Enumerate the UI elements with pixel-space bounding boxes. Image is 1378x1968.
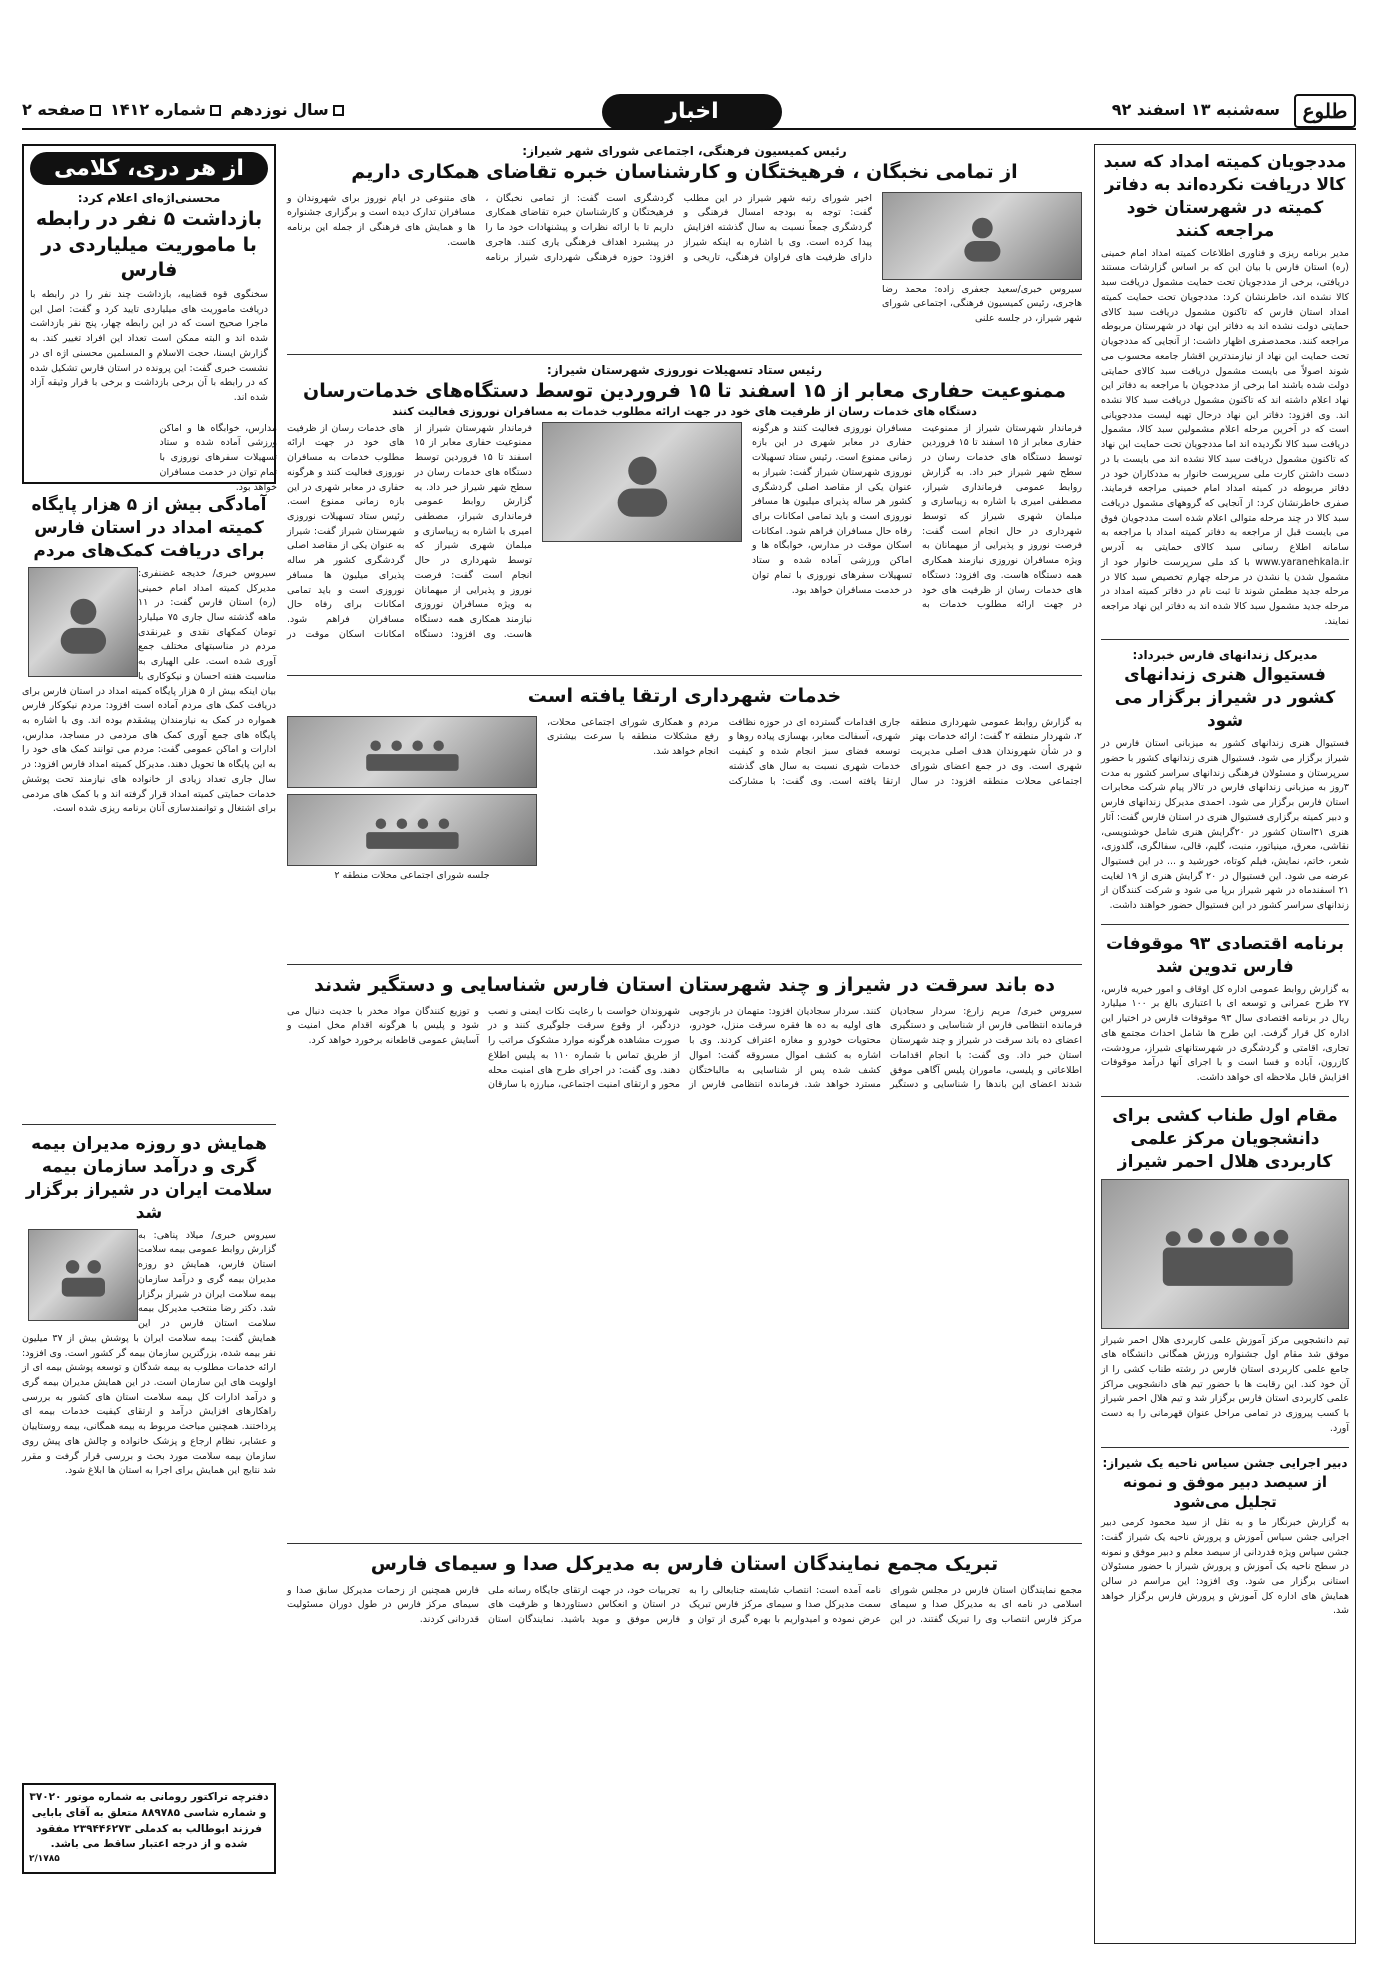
person-icon xyxy=(923,210,1042,262)
masthead xyxy=(22,94,1356,130)
meeting-photo xyxy=(287,716,537,788)
conference-photo xyxy=(28,1229,138,1321)
article-title: همایش دو روزه مدیران بیمه گری و درآمد سازمان بیمه سلامت ایران در شیراز برگزار شد xyxy=(25,1134,273,1223)
issue-label: شماره ۱۴۱۲ xyxy=(110,100,206,119)
divider xyxy=(22,1124,276,1125)
issue-date: سه‌شنبه ۱۳ اسفند ۹۲ xyxy=(1111,100,1280,119)
newspaper-page xyxy=(22,94,1356,1946)
portrait-photo xyxy=(542,422,742,542)
box-misc-news xyxy=(22,144,276,484)
divider xyxy=(1101,639,1349,640)
article-title: از سیصد دبیر موفق و نمونه تجلیل می‌شود xyxy=(1122,1472,1328,1511)
right-column xyxy=(1094,144,1356,1944)
article-body: سیروس خبری/ مریم زارع: سردار سجادیان فرمانده انتظامی فارس از شناسایی و دستگیری اعضای ده باند سرقت در شیراز و چند شهرستان استان خبر داد. وی گفت: با انجام اقدامات اطلاعاتی و پلیسی، ماموران پلیس آگاهی موفق شدند اعضای این باندها را شناسایی و دستگیر کنند. سردار سجادیان افزود: متهمان در بازجویی های اولیه به ده ها فقره سرقت منزل، خودرو، محتویات خودرو و مغازه اعتراف کردند. وی با اشاره به کشف اموال مسروقه گفت: اموال کشف شده پس از شناسایی به مالباختگان مسترد خواهد شد. فرمانده انتظامی فارس از شهروندان خواست با رعایت نکات ایمنی و نصب دزدگیر، از وقوع سرقت جلوگیری کنند و در صورت مشاهده هرگونه موارد مشکوک مراتب را از طریق تماس با شماره ۱۱۰ به پلیس اطلاع دهند. وی گفت: در اجرای طرح های امنیت محله محور و ارتقای امنیت اجتماعی، مبارزه با سارقان و توزیع کنندگان مواد مخدر با جدیت دنبال می شود و پلیس با هرگونه اقدام مخل امنیت و آسایش عمومی قاطعانه برخورد خواهد کرد. xyxy=(287,1005,1082,1091)
article-kicker: رئیس ستاد تسهیلات نوروزی شهرستان شیراز: xyxy=(546,363,823,377)
article-title: خدمات شهرداری ارتقا یافته است xyxy=(527,685,842,707)
box-banner: از هر دری، کلامی xyxy=(30,152,268,185)
divider xyxy=(287,964,1082,965)
article-council-culture xyxy=(287,144,1082,344)
square-icon xyxy=(90,105,101,116)
article-body: سخنگوی قوه قضاییه، بازداشت چند نفر را در رابطه با دریافت ماموریت های میلیاردی تایید کرد و گفت: اصل این ماجرا صحیح است که در این رابطه چهار، پنج نفر بازداشت شده اند و البته ممکن است تعداد این افراد تغییر کند. به گزارش ایسنا، حجت الاسلام و المسلمین محسنی اژه ای در نشست خبری گفت: این پرونده در استان فارس تشکیل شده که در رابطه با آن برخی بازداشت و برخی با قرار وثیقه آزاد شده اند. xyxy=(30,288,268,403)
article-endowment-plan xyxy=(1101,933,1349,1086)
team-photo xyxy=(1101,1179,1349,1329)
article-body: اخیر شورای رتبه شهر شیراز در این مطلب گفت: توجه به بودجه امسال فرهنگی و گردشگری جمعاً نسبت به سال گذشته افزایش پیدا کرده است. وی با اشاره به اینکه شیراز دارای ظرفیت های فراوان فرهنگی، تاریخی و گردشگری است گفت: از تمامی نخبگان ، فرهیختگان و کارشناسان خبره تقاضای همکاری داریم تا با ارائه نظرات و پیشنهادات خود ما را در پیشبرد اهداف فرهنگی یاری کنند. هاجری افزود: حوزه فرهنگی شهرداری شیراز برنامه های متنوعی در ایام نوروز برای شهروندان و مسافران تدارک دیده است و برگزاری جشنواره ها و همایش های فرهنگی از جمله این برنامه هاست. xyxy=(287,192,872,263)
article-broadcast-congrats xyxy=(287,1552,1082,1852)
article-title: مقام اول طناب کشی برای دانشجویان مرکز علمی کاربردی هلال احمر شیراز xyxy=(1112,1105,1338,1172)
divider xyxy=(287,675,1082,676)
article-body: فستیوال هنری زندانهای کشور به میزبانی استان فارس در شیراز برگزار می شود. فستیوال هنری زندانهای کشور با حضور سرپرستان و مسئولان فرهنگی زندانهای سراسر کشور به مدت ۳روز به میزبانی زندانهای فارس در تالار پیام شرکت مخابرات استان فارس برگزار می شود. احمدی مدیرکل زندانهای فارس و دبیر کمیته برگزاری فستیوال هنری در استان فارس گفت: آثار هنری ۳۱استان کشور در ۲۰گرایش هنری شامل خوشنویسی، نقاشی، معرق، مینیاتور، منبت، گلیم، قالی، سفالگری، گلدوزی، شعر، خاتم، نمایش، فیلم کوتاه، خورشید و ... در این فستیوال عرضه می شود. این فستیوال در ۲۰ گرایش هنری از ۱۹ لغایت ۲۱ اسفندماه در شهر شیراز برپا می شود و شرکت کنندگان از زندانهای سراسر کشور در این فستیوال حضور خواهند داشت. xyxy=(1101,738,1350,912)
volume-label: سال نوزدهم xyxy=(230,100,329,119)
article-body: مجمع نمایندگان استان فارس در مجلس شورای اسلامی در نامه ای به مدیرکل صدا و سیمای مرکز فارس انتصاب وی را تبریک گفتند. در این نامه آمده است: انتصاب شایسته جنابعالی را به سمت مدیرکل صدا و سیمای مرکز فارس تبریک عرض نموده و امیدواریم با بهره گیری از توان و تجربیات خود، در جهت ارتقای جایگاه رسانه ملی در استان و انعکاس دستاوردها و ظرفیت های فارس موفق و موید باشید. نمایندگان استان فارس همچنین از زحمات مدیرکل سابق صدا و سیمای مرکز فارس در طول دوران مسئولیت قدردانی کردند. xyxy=(287,1584,1082,1626)
article-subtitle: دستگاه های خدمات رسان از ظرفیت های خود در جهت ارائه مطلوب خدمات به مسافران نوروزی فعالیت کنند xyxy=(392,404,977,418)
article-body: سیروس خبری/ خدیجه غضنفری: مدیرکل کمیته امداد امام خمینی (ره) استان فارس گفت: در ۱۱ ماهه گذشته سال جاری ۷۵ میلیارد تومان کمکهای نقدی و غیرنقدی مردم در مناسبتهای مختلف جمع آوری شده است. علی الهیاری به مناسبت هفته احسان و نیکوکاری با بیان اینکه بیش از ۵ هزار پایگاه کمیته امداد در استان فارس برای دریافت کمک های مردم آماده است افزود: مردم نیکوکار فارس همواره در کمک به نیازمندان پیشقدم بوده اند. وی با اشاره به پایگاه های جمع آوری کمک های مردمی در مساجد، مدارس، ادارات و اماکن عمومی گفت: مردم می توانند کمک های خود را به این پایگاه ها تحویل دهند. مدیرکل کمیته امداد فارس افزود: در سال جاری تعداد زیادی از خانواده های نیازمند تحت پوشش خدمات حمایتی کمیته امداد قرار گرفته اند و با کمک های مردمی برای اشتغال و توانمندسازی آنان برنامه ریزی شده است. xyxy=(22,567,276,815)
article-teacher-award xyxy=(1101,1456,1349,1620)
group-photo-icon xyxy=(51,1248,116,1302)
article-kicker: رئیس کمیسیون فرهنگی، اجتماعی شورای شهر شیراز: xyxy=(522,144,847,158)
photo-caption: سیروس خبری/سعید جعفری زاده: محمد رضا هاجری، رئیس کمیسیون فرهنگی، اجتماعی شورای شهر شیراز، در جلسه علنی xyxy=(882,283,1082,325)
article-tug-of-war xyxy=(1101,1105,1349,1437)
group-photo-icon xyxy=(338,809,487,851)
article-prison-festival xyxy=(1101,648,1349,913)
article-title: ممنوعیت حفاری معابر از ۱۵ اسفند تا ۱۵ فروردین توسط دستگاه‌های خدمات‌رسان xyxy=(303,380,1066,402)
article-kicker: محسنی‌اژه‌ای اعلام کرد: xyxy=(77,191,221,205)
portrait-photo xyxy=(882,192,1082,280)
person-icon xyxy=(583,446,702,517)
divider xyxy=(1101,1447,1349,1448)
article-body: فرماندار شهرستان شیراز از ممنوعیت حفاری معابر از ۱۵ اسفند تا ۱۵ فروردین توسط دستگاه های خدمات رسان در سطح شهر شیراز خبر داد. به گزارش روابط عمومی فرمانداری شیراز، مصطفی امیری با اشاره به زیباسازی و مبلمان شهری شیراز که توسط شهرداری در حال انجام است گفت: فرصت نوروز و پذیرایی از میهمانان به ویژه مسافران نوروزی نیازمند همکاری همه دستگاه هاست. وی افزود: دستگاه های خدمات رسان از ظرفیت های خود در جهت ارائه مطلوب خدمات به مسافران نوروزی فعالیت کنند و هرگونه حفاری در معابر شهری در این بازه زمانی ممنوع است. رئیس ستاد تسهیلات نوروزی شهرستان شیراز گفت: شیراز به عنوان یکی از مقاصد اصلی گردشگری کشور هر ساله پذیرای میلیون ها مسافر نوروزی است و باید تمامی امکانات برای رفاه حال مسافران فراهم شود. امکانات اسکان موقت در مدارس، خوابگاه ها و اماکن ورزشی آماده شده و ستاد تسهیلات سفرهای نوروزی با تمام توان در خدمت مسافران خواهد بود. xyxy=(752,422,1082,611)
middle-column xyxy=(159,144,1082,1944)
article-title: فستیوال هنری زندانهای کشور در شیراز برگزار می شود xyxy=(1114,665,1336,732)
notice-code: ۲/۱۷۸۵ xyxy=(29,1854,60,1864)
article-theft-gangs xyxy=(287,973,1082,1533)
article-body: به گزارش خبرنگار ما و به نقل از سید محمود کرمی دبیر اجرایی جشن سیاس آموزش و پرورش ناحیه یک شیراز گفت: جشن سپاس ویژه قدردانی از سیصد معلم و دبیر موفق و نمونه در سطح ناحیه یک آموزش و پرورش شیراز با حضور مسئولان استانی برگزار می شود. وی افزود: این مراسم در سالن همایش های اداره کل آموزش و پرورش فارس برگزار خواهد شد. xyxy=(1101,1517,1349,1617)
article-municipality xyxy=(287,684,1082,954)
article-body: تیم دانشجویی مرکز آموزش علمی کاربردی هلال احمر شیراز موفق شد مقام اول جشنواره ورزش همگانی دانشگاه های جامع علمی کاربردی استان فارس در رشته طناب کشی را از آن خود کند. این رقابت ها با حضور تیم های دانشجویی مراکز علمی کاربردی استان فارس برگزار شد و تیم هلال احمر شیراز با کسب پیروزی در تمامی مراحل عنوان قهرمانی را به دست آورد. xyxy=(1101,1334,1349,1434)
lost-document-notice xyxy=(22,1783,276,1874)
left-column xyxy=(22,144,276,1944)
group-photo-icon xyxy=(1151,1209,1299,1298)
article-health-insurance xyxy=(22,1133,276,1773)
article-kicker: دبیر اجرایی جشن سیاس ناحیه یک شیراز: xyxy=(1102,1455,1348,1470)
person-icon xyxy=(51,589,116,654)
article-body: به گزارش روابط عمومی شهرداری منطقه ۲، شهردار منطقه ۲ گفت: ارائه خدمات بهتر و در شأن شهروندان هدف اصلی مدیریت شهری است. وی در جمع اعضای شورای اجتماعی محلات منطقه افزود: در سال جاری اقدامات گسترده ای در حوزه نظافت شهری، آسفالت معابر، بهسازی پیاده روها و توسعه فضای سبز انجام شده و کیفیت خدمات شهری نسبت به سال های گذشته ارتقا یافته است. وی گفت: با مشارکت مردم و همکاری شورای اجتماعی محلات، رفع مشکلات منطقه با سرعت بیشتری انجام خواهد شد. xyxy=(547,716,1082,787)
notice-text: دفترچه تراکتور رومانی به شماره موتور ۳۷۰۲۰ و شماره شاسی ۸۸۹۷۸۵ متعلق به آقای بابایی فرزند ابوطالب به کدملی ۲۳۹۴۴۶۲۷۳ مفقود شده و از درجه اعتبار ساقط می باشد. xyxy=(29,1791,269,1851)
meeting-photo xyxy=(287,794,537,866)
article-body-continued: فرماندار شهرستان شیراز از ممنوعیت حفاری معابر از ۱۵ اسفند تا ۱۵ فروردین توسط دستگاه های خدمات رسان در سطح شهر شیراز خبر داد. به گزارش روابط عمومی فرمانداری شیراز، مصطفی امیری با اشاره به زیباسازی و مبلمان شهری شیراز که توسط شهرداری در حال انجام است گفت: فرصت نوروز و پذیرایی از میهمانان به ویژه مسافران نوروزی نیازمند همکاری همه دستگاه هاست. وی افزود: دستگاه های خدمات رسان از ظرفیت های خود در جهت ارائه مطلوب خدمات به مسافران نوروزی فعالیت کنند و هرگونه حفاری در معابر شهری در این بازه زمانی ممنوع است. رئیس ستاد تسهیلات نوروزی شهرستان شیراز گفت: شیراز به عنوان یکی از مقاصد اصلی گردشگری کشور هر ساله پذیرای میلیون ها مسافر نوروزی است و باید تمامی امکانات برای رفاه حال مسافران فراهم شود. امکانات اسکان موقت در مدارس، خوابگاه ها و اماکن ورزشی آماده شده و ستاد تسهیلات سفرهای نوروزی با تمام توان در خدمت مسافران خواهد بود. xyxy=(159,422,533,640)
article-digging-ban xyxy=(159,363,1082,665)
portrait-photo xyxy=(28,567,138,677)
section-title: اخبار xyxy=(602,94,782,130)
divider xyxy=(1101,1096,1349,1097)
divider xyxy=(287,1543,1082,1544)
article-body: به گزارش روابط عمومی اداره کل اوقاف و امور خیریه فارس، ۲۷ طرح عمرانی و توسعه ای با اعتباری بالغ بر ۱۰۰ میلیارد ریال در برنامه اقتصادی سال ۹۳ موقوفات فارس در اختیار این اداره کل قرار گرفت. این طرح ها شامل احداث مجتمع های تجاری، اقامتی و گردشگری در شهرستانهای شیراز، مرودشت، کازرون، آباده و فسا است و با اجرای آنها درآمد موقوفات افزایش قابل ملاحظه ای خواهد داشت. xyxy=(1101,983,1350,1084)
divider xyxy=(287,354,1082,355)
article-body: مدیر برنامه ریزی و فناوری اطلاعات کمیته امداد امام خمینی (ره) استان فارس با بیان این که بر اساس گزارشات مستند دریافتی، برخی از مددجویان تحت حمایت مشمول دریافت سبد کالا نشده اند، خاطرنشان کرد: مددجویان تحت حمایت کمیته امداد استان فارس که تاکنون مشمول دریافت سبد کالای حمایتی دولت نشده اند به دفاتر این نهاد در شهرستان مربوطه مراجعه کنند. محمدصفری اظهار داشت: از آنجایی که مددجویان تحت حمایت این نهاد از نیازمندترین اقشار جامعه محسوب می شوند اصولاً می بایست مشمول دریافت سبد کالای حمایتی دولت شده باشند اما برخی از مددجویان با مراجعه به دفاتر این نهاد اعلام داشته اند که تاکنون مشمول دریافت سبد کالا نشده اند. وی افزود: دفاتر این نهاد درحال تهیه لیست مددجویانی است که در آخرین مرحله اعلام مشمولین سبد کالا، مشمول دریافت سبد کالا نگردیده اند اما مددجویان تحت حمایت این نهاد که تاکنون مشمول دریافت سبد کالا نشده اند می بایست با در دست داشتن کارت ملی سرپرست خانوار به مددکاران خود در دفاتر مربوطه در کمیته امداد امام خمینی مراجعه فرمایند. صفری خاطرنشان کرد: از آنجایی که گروههای مشمول دریافت سبد کالا در چند مرحله متوالی اعلام شده است مددجویان فوق می بایست قبل از مراجعه به دفاتر کمیته امداد با مراجعه به سامانه اطلاع رسانی سبد کالای حمایتی به آدرس www.yaranehkala.ir با کد ملی سرپرست خانوار خود از مشمول شدن یا نشدن در مرحله چهارم تخصیص سبد کالا در مرحله جدید مطمئن شوند تا ثبت نام در دفاتر کمیته امداد در مرحله جدید مشمول سبد کالا شده اند به دفاتر این نهاد مراجعه نمایند. xyxy=(1101,247,1349,627)
article-title: تبریک مجمع نمایندگان استان فارس به مدیرکل صدا و سیمای فارس xyxy=(370,1553,999,1575)
divider xyxy=(1101,924,1349,925)
article-title: مددجویان کمیته امداد که سبد کالا دریافت نکرده‌اند به دفاتر کمیته در شهرستان خود مراجعه کنند xyxy=(1103,152,1347,241)
article-relief-stations xyxy=(22,494,276,1114)
page-label: صفحه ۲ xyxy=(22,100,86,119)
article-kicker: مدیرکل زندانهای فارس خبرداد: xyxy=(1132,648,1318,663)
article-relief-basket xyxy=(1101,151,1349,629)
article-title: از تمامی نخبگان ، فرهیختگان و کارشناسان خبره تقاضای همکاری داریم xyxy=(351,161,1018,183)
group-photo-icon xyxy=(338,731,487,773)
article-body: سیروس خبری/ میلاد پناهی: به گزارش روابط عمومی بیمه سلامت استان فارس، همایش دو روزه مدیران بیمه گری و درآمد سازمان بیمه سلامت ایران در شیراز برگزار شد. دکتر رضا منتخب مدیرکل بیمه سلامت استان فارس در این همایش گفت: بیمه سلامت ایران با پوشش بیش از ۳۷ میلیون نفر بیمه شده، بزرگترین سازمان بیمه گر کشور است. وی افزود: ارائه خدمات مطلوب به بیمه شدگان و توسعه پوشش بیمه ای از اولویت های این سازمان است. در این همایش مدیران بیمه گری و درآمد ادارات کل بیمه سلامت استان های کشور به بررسی راهکارهای افزایش درآمد و ارتقای کیفیت خدمات بیمه ای پرداختند. همچنین مباحث مربوط به بیمه همگانی، بیمه روستاییان و عشایر، نظام ارجاع و پزشک خانواده و چالش های پیش روی سازمان بیمه سلامت مورد بحث و بررسی قرار گرفت و مقرر شد نتایج این همایش برای اجرا به استان ها ابلاغ شود. xyxy=(22,1229,277,1477)
article-title: بازداشت ۵ نفر در رابطه با ماموریت میلیاردی در فارس xyxy=(35,208,263,282)
square-icon xyxy=(210,105,221,116)
square-icon xyxy=(333,105,344,116)
article-title: آمادگی بیش از ۵ هزار پایگاه کمیته امداد در استان فارس برای دریافت کمک‌های مردم xyxy=(31,495,267,561)
issue-info xyxy=(22,100,348,119)
photo-caption: جلسه شورای اجتماعی محلات منطقه ۲ xyxy=(334,869,490,881)
article-title: برنامه اقتصادی ۹۳ موقوفات فارس تدوین شد xyxy=(1106,933,1344,977)
newspaper-logo: طلوع xyxy=(1294,94,1356,128)
article-title: ده باند سرقت در شیراز و چند شهرستان استان فارس شناسایی و دستگیر شدند xyxy=(313,974,1056,996)
